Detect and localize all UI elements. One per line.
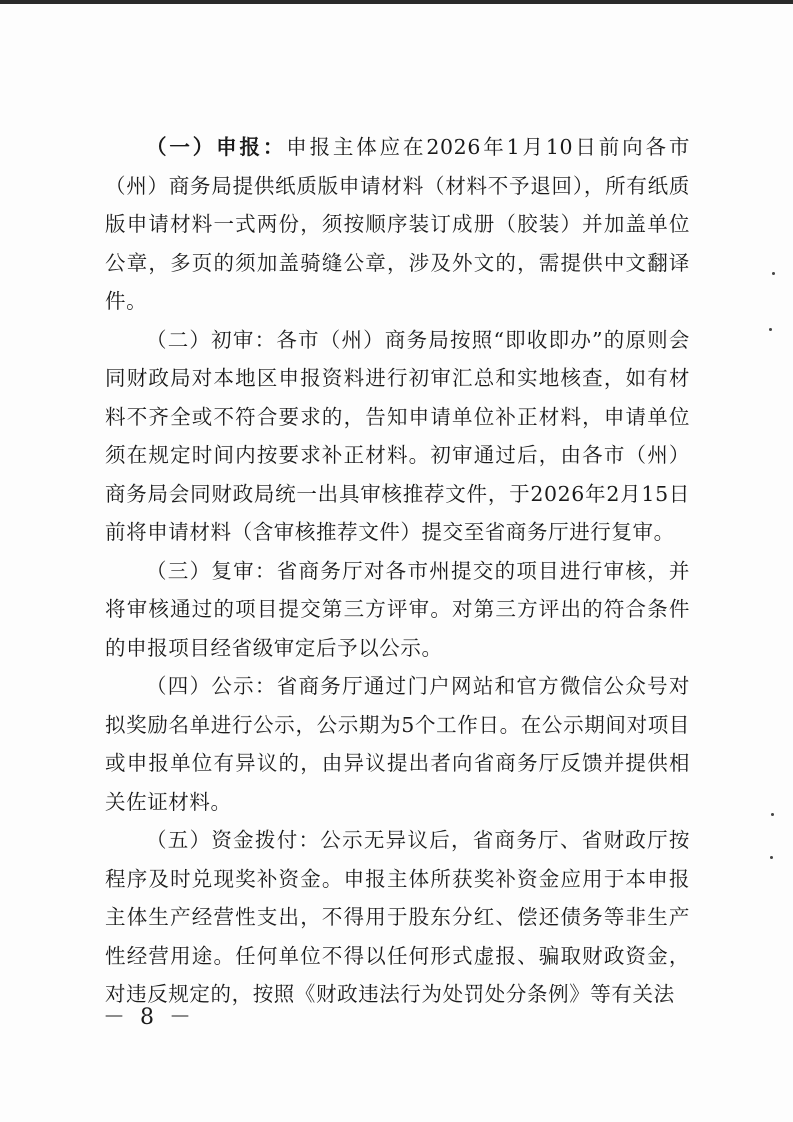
paragraph-text: 公示无异议后，省商务厅、省财政厅按程序及时兑现奖补资金。申报主体所获奖补资金应用于本申报主体生产经营性支出，不得用于股东分红、偿还债务等非生产性经营用途。任何单位不得以任何形式虚报、骗取财政资金，对违反规定的，按照《财政违法行为处罚处分条例》等有关法 <box>105 828 690 1006</box>
paragraph-text: 申报主体应在2026年1月10日前向各市（州）商务局提供纸质版申请材料（材料不予退回），所有纸质版申请材料一式两份，须按顺序装订成册（胶装）并加盖单位公章，多页的须加盖骑缝公章，涉及外文的，需提供中文翻译件。 <box>105 135 690 313</box>
paragraph-heading: （三）复审： <box>146 558 277 583</box>
top-border-line <box>0 0 793 4</box>
scan-speck <box>772 272 775 275</box>
document-body <box>105 128 690 1014</box>
paragraph-declaration <box>105 128 690 321</box>
paragraph-text: 各市（州）商务局按照“即收即办”的原则会同财政局对本地区申报资料进行初审汇总和实地核查，如有材料不齐全或不符合要求的，告知申请单位补正材料，申请单位须在规定时间内按要求补正材料。初审通过后，由各市（州）商务局会同财政局统一出具审核推荐文件，于2026年2月15日前将申请材料（含审核推荐文件）提交至省商务厅进行复审。 <box>105 327 690 544</box>
paragraph-second-review <box>105 552 690 668</box>
paragraph-heading: （二）初审： <box>146 327 277 352</box>
paragraph-fund-disbursement <box>105 821 690 1014</box>
scan-speck <box>771 813 774 816</box>
paragraph-heading: （五）资金拨付： <box>146 828 321 852</box>
scan-speck <box>770 856 773 859</box>
paragraph-heading: （四）公示： <box>146 674 277 698</box>
page-number: － 8 － <box>103 1005 195 1030</box>
paragraph-text: 省商务厅通过门户网站和官方微信公众号对拟奖励名单进行公示，公示期为5个工作日。在公示期间对项目或申报单位有异议的，由异议提出者向省商务厅反馈并提供相关佐证材料。 <box>105 674 690 814</box>
scan-speck <box>769 328 772 331</box>
paragraph-text: 省商务厅对各市州提交的项目进行审核，并将审核通过的项目提交第三方评审。对第三方评出的符合条件的申报项目经省级审定后予以公示。 <box>105 558 690 660</box>
paragraph-heading: （一）申报： <box>146 135 287 159</box>
paragraph-publicity <box>105 667 690 821</box>
paragraph-initial-review <box>105 321 690 552</box>
